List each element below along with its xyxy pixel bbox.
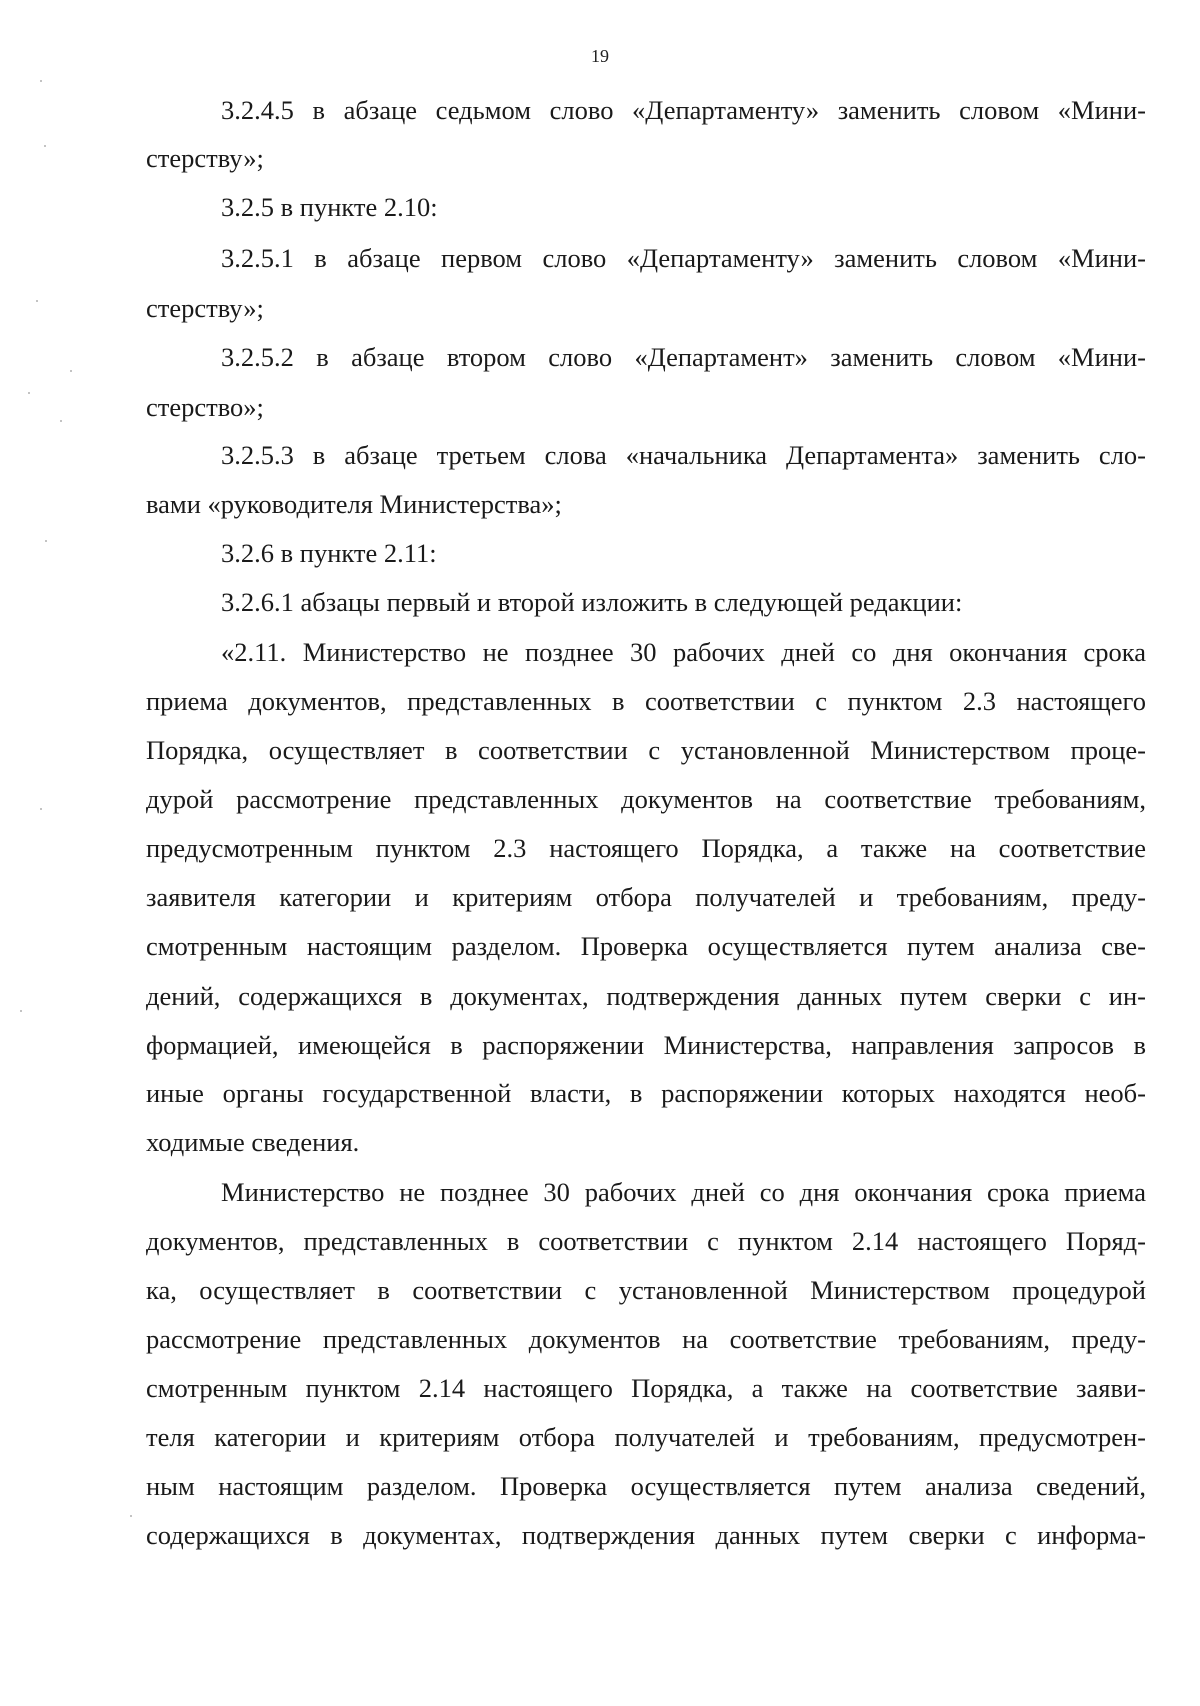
scan-speck (28, 392, 30, 394)
text-line: ходимые сведения. (146, 1127, 360, 1157)
text-line: 3.2.5.1 в абзаце первом слово «Департаменту» заменить словом «Мини- (221, 243, 1146, 273)
text-line: 3.2.5.2 в абзаце втором слово «Департамент» заменить словом «Мини- (221, 342, 1146, 372)
text-line: стерству»; (146, 143, 264, 173)
text-line: предусмотренным пунктом 2.3 настоящего Порядка, а также на соответствие (146, 833, 1146, 863)
text-line: теля категории и критериям отбора получателей и требованиям, предусмотрен- (146, 1422, 1146, 1452)
text-line: рассмотрение представленных документов на соответствие требованиям, преду- (146, 1324, 1146, 1354)
text-line: документов, представленных в соответствии с пунктом 2.14 настоящего Поряд- (146, 1226, 1146, 1256)
text-line: содержащихся в документах, подтверждения данных путем сверки с информа- (146, 1520, 1146, 1550)
text-line: заявителя категории и критериям отбора получателей и требованиям, преду- (146, 882, 1146, 912)
text-line: иные органы государственной власти, в распоряжении которых находятся необ- (146, 1078, 1146, 1108)
scan-speck (130, 1515, 132, 1517)
text-line: вами «руководителя Министерства»; (146, 489, 562, 519)
scan-speck (36, 300, 38, 302)
text-line: формацией, имеющейся в распоряжении Министерства, направления запросов в (146, 1030, 1146, 1060)
scan-speck (60, 420, 62, 422)
text-line: смотренным настоящим разделом. Проверка осуществляется путем анализа све- (146, 931, 1146, 961)
text-line: 3.2.6 в пункте 2.11: (221, 538, 437, 568)
text-line: смотренным пунктом 2.14 настоящего Порядка, а также на соответствие заяви- (146, 1373, 1146, 1403)
scan-speck (40, 80, 42, 82)
text-line: стерство»; (146, 392, 264, 422)
text-line: ным настоящим разделом. Проверка осуществляется путем анализа сведений, (146, 1471, 1146, 1501)
scan-speck (70, 370, 72, 372)
text-line: Порядка, осуществляет в соответствии с установленной Министерством проце- (146, 735, 1146, 765)
scan-speck (20, 1010, 22, 1012)
text-line: Министерство не позднее 30 рабочих дней со дня окончания срока приема (221, 1177, 1146, 1207)
text-line: стерству»; (146, 293, 264, 323)
text-line: дений, содержащихся в документах, подтверждения данных путем сверки с ин- (146, 981, 1146, 1011)
text-line: приема документов, представленных в соответствии с пунктом 2.3 настоящего (146, 686, 1146, 716)
scan-speck (40, 808, 42, 810)
scan-speck (45, 540, 47, 542)
text-line: «2.11. Министерство не позднее 30 рабочих дней со дня окончания срока (221, 637, 1146, 667)
text-line: 3.2.4.5 в абзаце седьмом слово «Департаменту» заменить словом «Мини- (221, 95, 1146, 125)
text-line: дурой рассмотрение представленных документов на соответствие требованиям, (146, 784, 1146, 814)
page-number: 19 (591, 46, 609, 66)
text-line: 3.2.5.3 в абзаце третьем слова «начальника Департамента» заменить сло- (221, 440, 1146, 470)
scan-speck (44, 145, 46, 147)
text-line: 3.2.6.1 абзацы первый и второй изложить в следующей редакции: (221, 587, 963, 617)
text-line: ка, осуществляет в соответствии с установленной Министерством процедурой (146, 1275, 1146, 1305)
text-line: 3.2.5 в пункте 2.10: (221, 192, 438, 222)
